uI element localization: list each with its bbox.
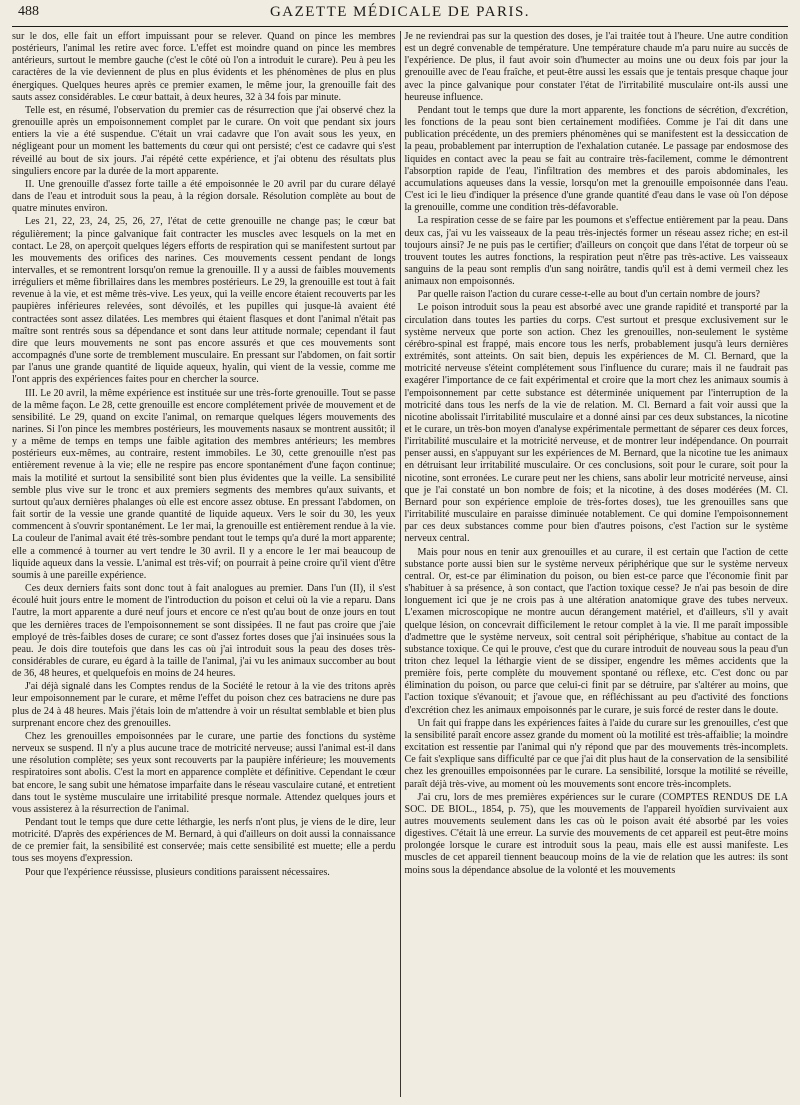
left-column-paragraph: Pendant tout le temps que dure cette léthargie, les nerfs n'ont plus, je viens de le dire, leur motricité. D'après des expériences de M. Bernard, à qui d'ailleurs on doit aussi la connaissance de ce premier fait, la sensibilité est conservée; mais cette sensibilité est muette; elle a perdu tous ses moyens d'expression. bbox=[12, 817, 396, 865]
journal-page bbox=[0, 4, 800, 1105]
right-column bbox=[401, 31, 789, 1097]
page-header bbox=[12, 4, 788, 24]
right-column-paragraph: Le poison introduit sous la peau est absorbé avec une grande rapidité et transporté par la circulation dans toutes les parties du corps. C'est surtout et presque exclusivement sur le système nerveux que porte son action. Chez les grenouilles, non-seulement le système cérébro-spinal est frappé, mais encore tous les nerfs, probablement jusqu'à leurs dernières extrémités, sont atteints. On sait bien, depuis les expériences de M. Cl. Bernard, que la motricité nerveuse s'éteint complétement sous l'influence du curare; mais il ne faudrait pas exagérer l'importance de ce fait expérimental et croire que la mort chez les animaux soumis à l'empoisonnement par cette substance est déterminée uniquement par l'interruption de la motricité dans tous les nerfs de la vie de relation. M. Cl. Bernard a fait voir aussi que la nicotine abolissait l'irritabilité musculaire et a donné ainsi par ces deux substances, la nicotine et le curare, un très-bon moyen d'analyse expérimentale permettant de séparer ces deux forces, l'irritabilité musculaire et la motricité nerveuse, et de montrer leur indépendance. On pourrait penser aussi, en s'appuyant sur les expériences de M. Bernard, que la nicotine tue les animaux en détruisant leur irritabilité musculaire. Or ces conclusions, soit pour le curare, soit pour la nicotine, sont erronées. Le curare peut ner les chiens, sans abolir leur motricité nerveuse, ainsi que je l'ai constaté un bon nombre de fois; et la nicotine, à des doses modérées (M. Cl. Bernard pour son expérience emploie de très-fortes doses), tue les grenouilles sans que l'irritabilité musculaire en paraisse diminuée notablement. Ce qui domine l'empoisonnement par ces deux substances comme pour bien d'autres poisons, c'est l'action sur le système nerveux central. bbox=[404, 302, 788, 545]
left-column-paragraph: II. Une grenouille d'assez forte taille a été empoisonnée le 20 avril par du curare délayé dans de l'eau et introduit sous la peau, à la région dorsale. Résolution complète au bout de quatre minutes environ. bbox=[12, 178, 396, 215]
left-column-paragraph: III. Le 20 avril, la même expérience est instituée sur une très-forte grenouille. Tout se passe de la même façon. Le 28, cette grenouille est encore complétement privée de mouvement et de sensibilité. Le 29, quand on excite l'animal, on remarque quelques légers mouvements des narines. Si l'on pince les membres postérieurs, les mouvements nasaux se montrent aussitôt; il y a même de temps en temps une faible agitation des membres antérieurs; les membres postérieurs eux-mêmes, au contraire, restent immobiles. Le 30, cette grenouille n'est pas entièrement revenue à la vie; elle ne respire pas encore spontanément d'une façon continue; mais la motilité et surtout la sensibilité sont bien plus évidentes que la veille. La sensibilité semble plus vive sur le tronc et aux premiers segments des membres qu'aux suivants, et surtout qu'aux dernières phalanges où elle est encore assez obtuse. En pressant l'abdomen, on fait sortir de la vessie une grande quantité de liquide aqueux. Vers le soir du 30, les yeux commencent à s'ouvrir spontanément. Le 1er mai, la grenouille est entièrement rendue à la vie. La couleur de l'animal avait été très-sombre pendant tout le temps qu'a duré la mort apparente; elle a commencé à tourner au vert tendre le 30 avril. Il y a encore le 1er mai beaucoup de liquide aqueux dans la vessie. L'animal est très-vif; on pourrait à peine croire qu'il vient d'être soumis à une pareille expérience. bbox=[12, 387, 396, 581]
page-number: 488 bbox=[18, 4, 39, 19]
left-column bbox=[12, 31, 400, 1097]
left-column-paragraph: Ces deux derniers faits sont donc tout à fait analogues au premier. Dans l'un (II), il s'est écoulé huit jours entre le moment de l'introduction du poison et celui où la vie a reparu. Dans l'autre, la mort apparente a duré neuf jours et encore ce n'est qu'au bout de onze jours en tout que les dernières traces de l'empoisonnement se sont dissipées. Il ne faut pas croire que j'aie employé de très-faibles doses de curare; ce sont d'assez fortes doses que j'ai insinuées sous la peau. Je dois dire toutefois que dans les cas où j'ai introduit sous la peau des doses très-considérables de curare, eu égard à la taille de l'animal, j'ai vu les animaux succomber au bout de 36, 48 heures, et quelquefois en moins de 24 heures. bbox=[12, 583, 396, 680]
left-column-paragraph: sur le dos, elle fait un effort impuissant pour se relever. Quand on pince les membres postérieurs, l'animal les retire avec force. L'effet est moindre quand on pince les membres antérieurs, surtout le membre gauche (c'est le côté où l'on a introduit le curare). Peu à peu les caractères de la vie deviennent de plus en plus évidents et les phénomènes de plus en plus énergiques. Quelques heures après ce premier examen, le même jour, la grenouille fait des sauts assez considérables. Le cœur battait, à deux heures, 32 à 34 fois par minute. bbox=[12, 31, 396, 103]
right-column-paragraph: Je ne reviendrai pas sur la question des doses, je l'ai traitée tout à l'heure. Une autre condition est un degré convenable de température. Une température chaude m'a paru nuire au succès de l'expérience. De plus, il faut avoir soin d'humecter au moins une ou deux fois par jour la grenouille avec de l'eau fraîche, et peut-être aussi les essais que je tentais presque chaque jour avec la pince galvanique pour constater l'état de l'irritabilité musculaire ont-ils aussi une heureuse influence. bbox=[404, 31, 788, 103]
left-column-paragraph: Telle est, en résumé, l'observation du premier cas de résurrection que j'ai observé chez la grenouille après un empoisonnement complet par le curare. On voit que pendant six jours entiers la vie a été suspendue. C'était un vrai cadavre que l'on avait sous les yeux, en négligeant pour un moment les battements du cœur qui ont persisté; c'est ce cadavre qui s'est réveillé au bout de six jours. J'ai répété cette expérience, et j'ai obtenu des résultats plus singuliers encore par la durée de la mort apparente. bbox=[12, 104, 396, 177]
left-column-paragraph: Les 21, 22, 23, 24, 25, 26, 27, l'état de cette grenouille ne change pas; le cœur bat régulièrement; la pince galvanique fait contracter les muscles avec lesquels on la met en contact. Le 28, on aperçoit quelques légers efforts de respiration qui se manifestent surtout par les mouvements des orifices des narines. Ces mouvements cessent pendant de longs intervalles, et se remontrent lorsqu'on remue la grenouille. Il y a aussi de faibles mouvements irréguliers et même fibrillaires dans les membres postérieurs. Le 29, la grenouille est tout à fait revenue à la vie, et est même très-vive. Les yeux, qui la veille encore étaient recouverts par les paupières inférieures relevées, sont dévoilés, et les pupilles qui jusque-là avaient été contractées sont assez dilatées. Les membres qui étaient flasques et dont l'animal n'était pas maître sont rentrés sous sa dépendance et sont dans leur attitude normale; cependant il faut dire que leurs mouvements ne sont pas encore assurés et que ces mouvements sont accompagnés d'une sorte de tremblement musculaire. En pressant sur l'abdomen, on fait sortir par l'anus une grande quantité de liquide aqueux, hyalin, qui vient de la vessie, comme me l'ont appris des expériences faites pour en chercher la source. bbox=[12, 216, 396, 386]
right-column-paragraph: Pendant tout le temps que dure la mort apparente, les fonctions de sécrétion, d'excrétion, les fonctions de la peau sont bien certainement modifiées. Comme je l'ai dit dans une publication précédente, un des premiers phénomènes qui se manifestent est la dessiccation de la peau, probablement par interruption de l'exhalation cutanée. Le passage par endosmose des liquides en contact avec la peau se fait au contraire très-facilement, comme le démontrent l'absorption rapide de l'eau, l'infiltration des membres et des parois abdominales, les accumulations aqueuses dans la vessie, lorsqu'on met la grenouille empoisonnée dans l'eau. C'est ici le lieu d'indiquer la présence d'une grande quantité d'eau dans le vase où l'on dépose la grenouille, comme une condition très-défavorable. bbox=[404, 104, 788, 214]
right-column-paragraph: Par quelle raison l'action du curare cesse-t-elle au bout d'un certain nombre de jours? bbox=[417, 289, 760, 301]
text-columns bbox=[12, 31, 788, 1097]
left-column-paragraph: Pour que l'expérience réussisse, plusieurs conditions paraissent nécessaires. bbox=[25, 866, 330, 878]
journal-title: GAZETTE MÉDICALE DE PARIS. bbox=[269, 4, 531, 20]
right-column-paragraph: J'ai cru, lors de mes premières expériences sur le curare (COMPTES RENDUS DE LA SOC. DE BIOL., 1854, p. 75), que les mouvements de l'appareil hyoïdien survivaient aux autres mouvements seulement dans les cas où le poison avait été absorbé par les voies digestives. C'était là une erreur. La survie des mouvements de cet appareil est peut-être moins prolongée lorsque le curare est introduit sous la peau, mais elle est aussi manifeste. Les muscles de cet appareil tiennent beaucoup moins de la vie de relation que les autres: ils sont moins sous la dépendance absolue de la volonté et les mouvements bbox=[404, 791, 788, 876]
left-column-paragraph: Chez les grenouilles empoisonnées par le curare, une partie des fonctions du système nerveux se suspend. Il n'y a plus aucune trace de motricité nerveuse; aussi l'animal est-il dans une résolution complète; ses yeux sont recouverts par la paupière inférieure; les mouvements respiratoires sont abolis. C'est la mort en apparence complète et définitive. Cependant le cœur bat encore, le sang subit une hématose imparfaite dans le réseau vasculaire cutané, et entretient dans tout le système musculaire une irritabilité presque normale. Attendez quelques jours et vous assisterez à la résurrection de l'animal. bbox=[12, 730, 396, 815]
right-column-paragraph: Mais pour nous en tenir aux grenouilles et au curare, il est certain que l'action de cette substance porte aussi bien sur le système nerveux périphérique que sur le système nerveux central. Or, est-ce par élimination du poison, ou bien est-ce parce que l'économie finit par s'habituer à sa présence, à son contact, que l'action toxique cesse? Je n'ai pas besoin de dire longuement ici que je ne crois pas à une altération anatomique grave des tubes nerveux. L'examen microscopique ne montre aucun dérangement matériel, et d'ailleurs, s'il y avait quelque lésion, on concevrait difficilement le retour complet à la vie. Il me paraît impossible d'admettre que le système nerveux, soit central soit périphérique, s'habitue au contact de la substance toxique. Ce qui le prouve, c'est que du curare introduit de nouveau sous la peau d'un triton chez lequel la léthargie vient de se dissiper, engendre les mêmes accidents que la première fois, perte complète du mouvement spontané ou réflexe, etc. C'est donc ou par élimination du poison, ou parce que celui-ci finit par se détruire, par s'altérer au moins, que l'action toxique s'évanouit; et j'avoue que, en réfléchissant au peu d'activité des fonctions d'excrétion chez les animaux empoisonnés par le curare, je suis forcé de rester dans le doute. bbox=[404, 546, 788, 716]
right-column-paragraph: La respiration cesse de se faire par les poumons et s'effectue entièrement par la peau. Dans deux cas, j'ai vu les vaisseaux de la peau très-injectés former un réseau assez riche; en est-il toujours ainsi? Je ne puis pas le certifier; d'ailleurs on conçoit que dans l'état de torpeur où se trouvent toutes les autres fonctions, la respiration peut n'être pas très-active. Les vaisseaux sanguins de la peau sont remplis d'un sang noirâtre, tandis qu'il est à demi vermeil chez les animaux non empoisonnés. bbox=[404, 215, 788, 288]
right-column-paragraph: Un fait qui frappe dans les expériences faites à l'aide du curare sur les grenouilles, c'est que la sensibilité paraît encore assez grande du moment où la motilité est très-affaiblie; la moindre excitation est ressentie par l'animal qui n'y répond que par des mouvements très-incomplets. Ce fait s'explique sans difficulté par ce que j'ai dit plus haut de la conservation de la sensibilité chez les grenouilles empoisonnées par le curare. La sensibilité, lorsque la motilité se réveille, paraît déjà très-vive, au moment où les mouvements sont encore très-incomplets. bbox=[404, 717, 788, 790]
header-rule bbox=[12, 26, 788, 27]
left-column-paragraph: J'ai déjà signalé dans les Comptes rendus de la Société le retour à la vie des tritons après leur empoisonnement par le curare, et même l'effet du poison chez ces batraciens ne dure pas plus de 24 à 48 heures. Mais j'étais loin de m'attendre à voir un résultat semblable et bien plus surprenant encore chez des grenouilles. bbox=[12, 681, 396, 729]
